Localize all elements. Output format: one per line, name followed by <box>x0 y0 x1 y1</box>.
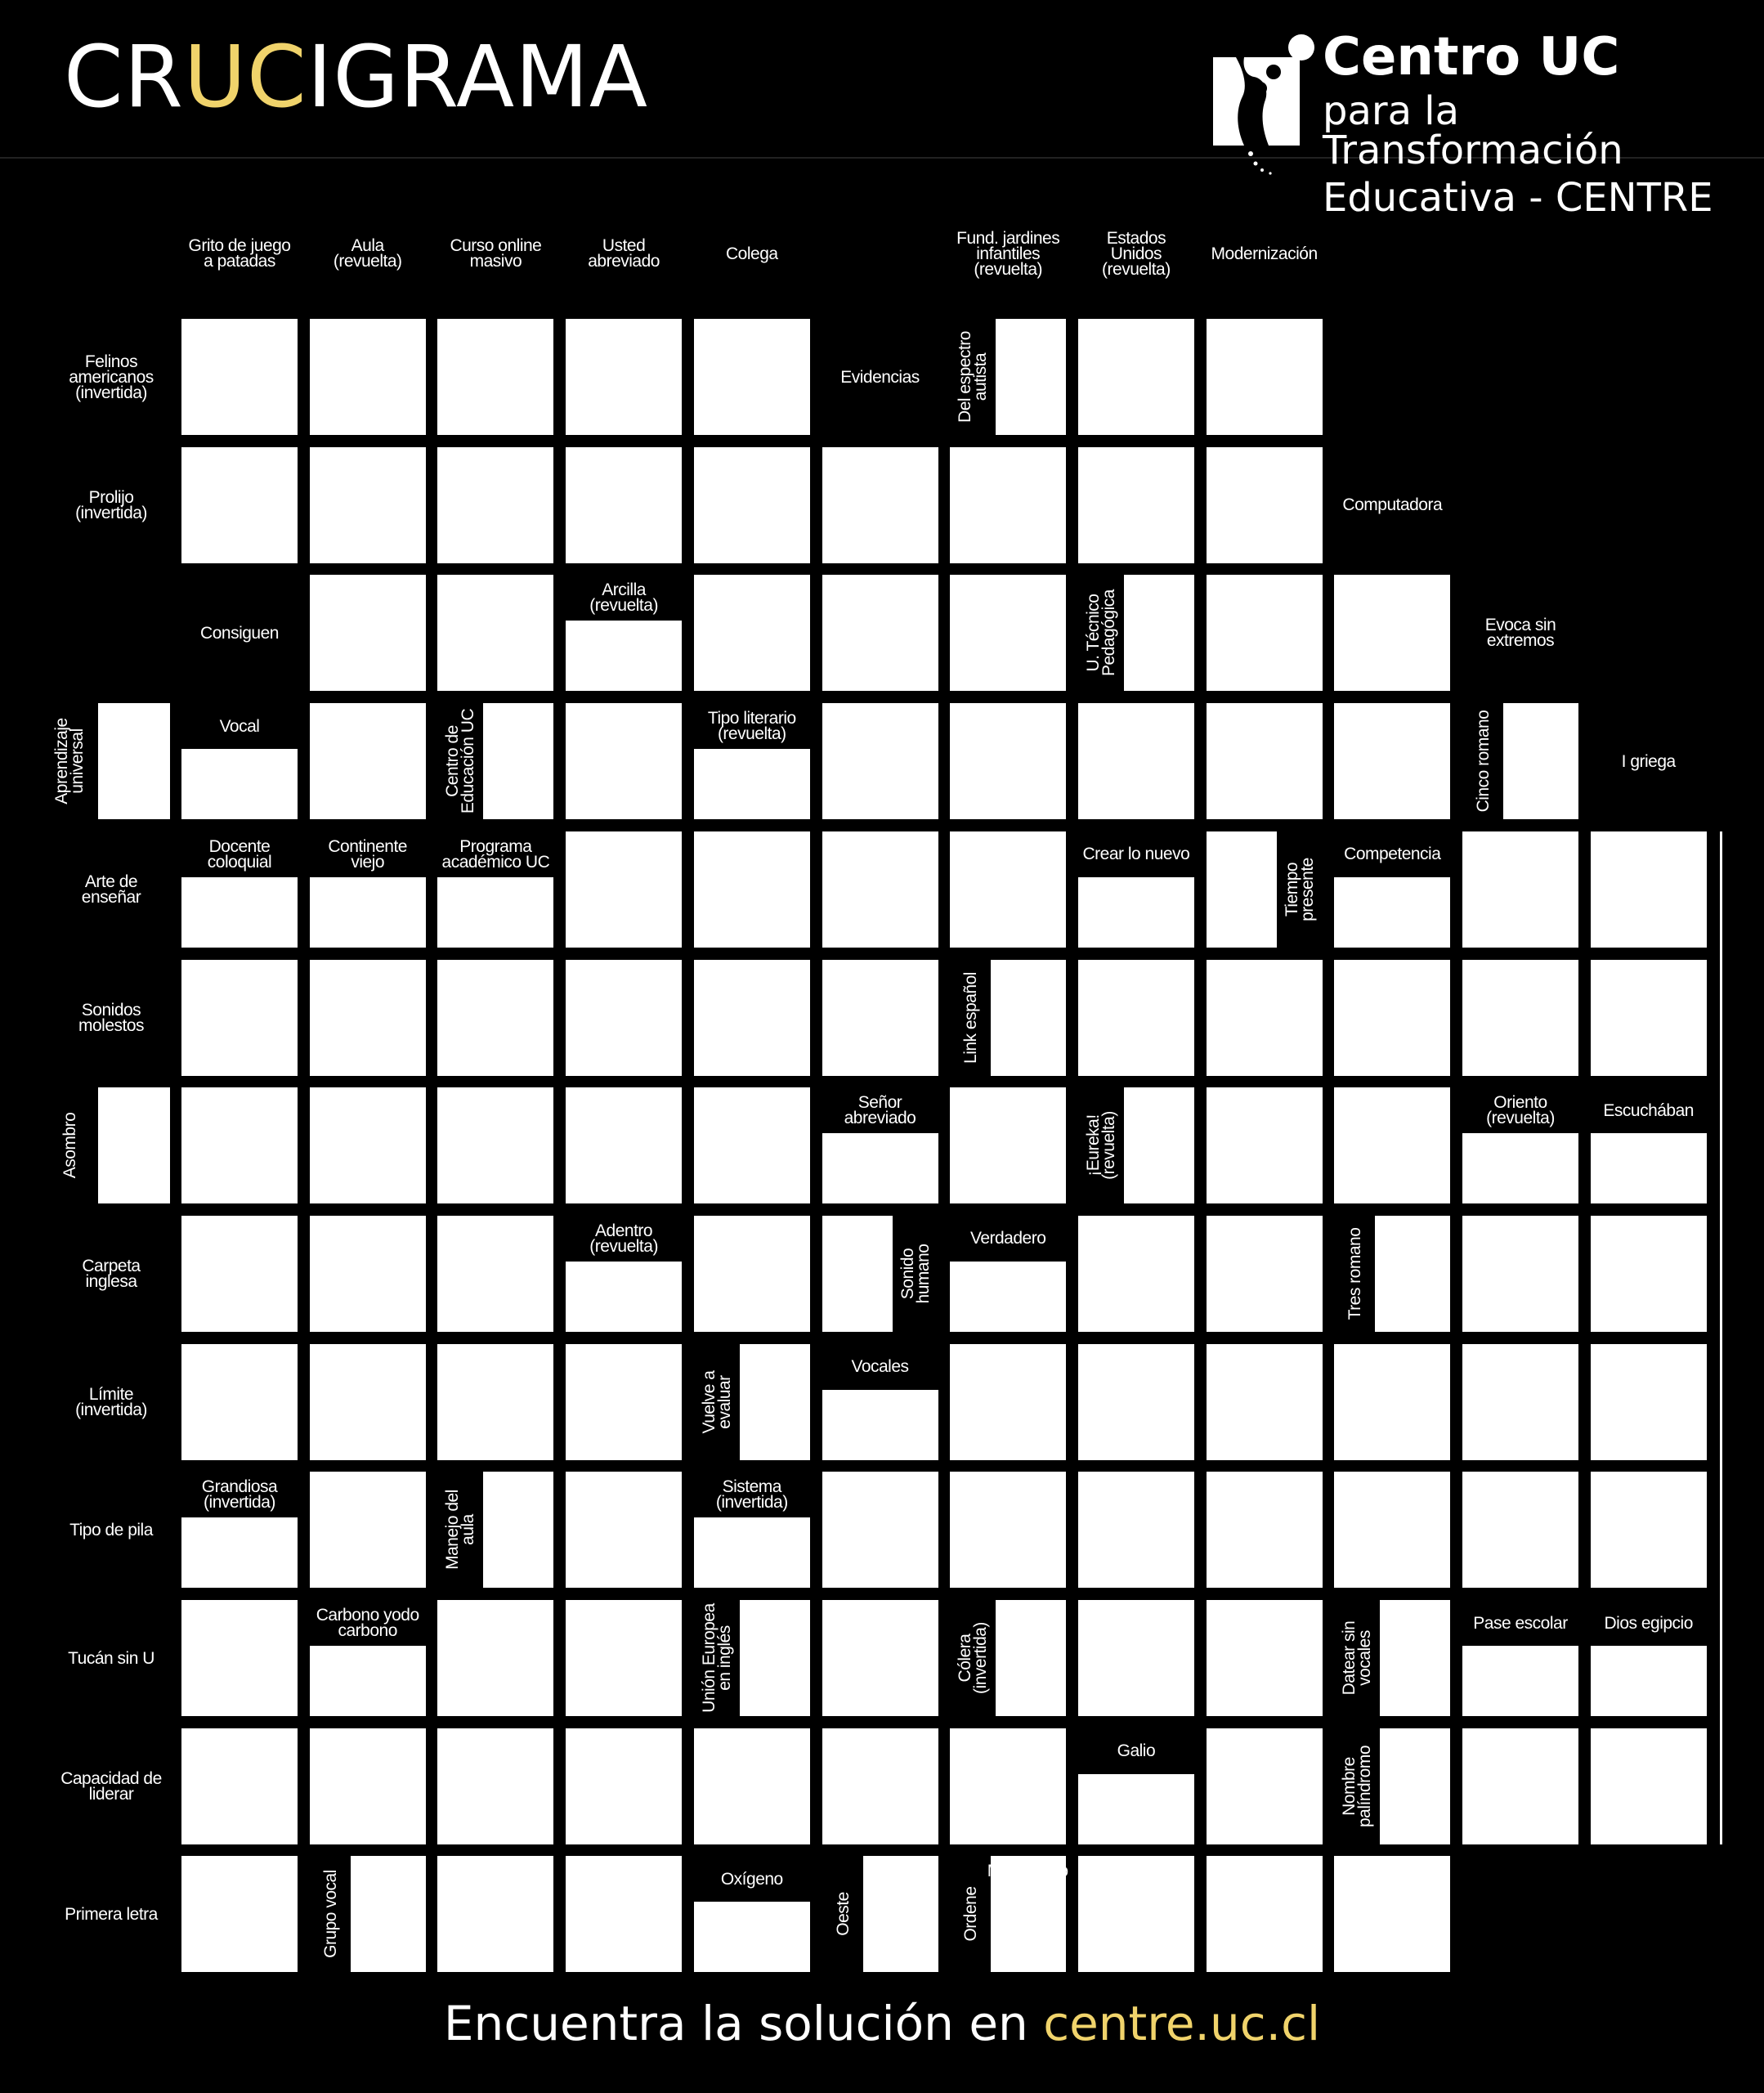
crossword-cell[interactable] <box>566 1344 682 1460</box>
crossword-cell[interactable] <box>1380 1600 1450 1716</box>
crossword-cell[interactable] <box>437 1344 553 1460</box>
crossword-cell[interactable] <box>310 1472 426 1588</box>
crossword-cell[interactable] <box>310 575 426 691</box>
clue-label: Tipo literario (revuelta) <box>707 709 796 744</box>
crossword-cell[interactable] <box>1207 960 1323 1076</box>
crossword-cell[interactable] <box>1462 831 1578 948</box>
crossword-cell[interactable] <box>822 1728 938 1844</box>
clue-label: Escuchában <box>1603 1100 1694 1120</box>
crossword-cell[interactable] <box>566 703 682 819</box>
clue-label: Arte de enseñar <box>81 872 141 907</box>
clue-label: Estados Unidos (revuelta) <box>1102 228 1171 279</box>
clue-label: Computadora <box>1342 495 1443 515</box>
crossword-cell[interactable] <box>310 1087 426 1203</box>
crossword-cell[interactable] <box>310 1728 426 1844</box>
crossword-cell[interactable] <box>694 447 810 563</box>
crossword-cell[interactable] <box>1380 1728 1450 1844</box>
clue-label: Evoca sin extremos <box>1484 616 1556 651</box>
crossword-cell[interactable] <box>950 1728 1066 1844</box>
crossword-cell[interactable] <box>1334 1856 1450 1972</box>
board-right-edge <box>1720 831 1722 1845</box>
crossword-cell[interactable] <box>950 447 1066 563</box>
clue-label: Arcilla (revuelta) <box>589 580 658 616</box>
crossword-cell[interactable] <box>1207 703 1323 819</box>
crossword-cell[interactable] <box>950 1262 1066 1332</box>
crossword-cell[interactable] <box>1078 1856 1194 1972</box>
crossword-cell[interactable] <box>822 831 938 948</box>
crossword-cell[interactable] <box>1207 319 1323 435</box>
crossword-cell[interactable] <box>863 1856 938 1972</box>
crossword-cell[interactable] <box>181 447 298 563</box>
clue-label: I griega <box>1621 751 1676 771</box>
clue-label: Tiempo presente <box>1282 857 1317 921</box>
crossword-cell[interactable] <box>1078 447 1194 563</box>
crossword-cell[interactable] <box>1207 575 1323 691</box>
clue-label: Señor abreviado <box>844 1093 916 1128</box>
crossword-cell[interactable] <box>351 1856 426 1972</box>
clue-label: Tres romano <box>1345 1227 1364 1320</box>
crossword-cell[interactable] <box>437 877 553 948</box>
crossword-cell[interactable] <box>310 1216 426 1332</box>
crossword-cell[interactable] <box>1334 575 1450 691</box>
footer-text: Encuentra la solución en <box>443 1996 1044 2051</box>
crossword-cell[interactable] <box>1207 1856 1323 1972</box>
crossword-cell[interactable] <box>310 447 426 563</box>
crossword-cell[interactable] <box>181 1087 298 1203</box>
crossword-cell[interactable] <box>740 1344 810 1460</box>
crossword-cell[interactable] <box>1334 1472 1450 1588</box>
crossword-cell[interactable] <box>1591 1646 1707 1716</box>
clue-label: Carpeta inglesa <box>82 1256 141 1291</box>
crossword-cell[interactable] <box>1207 1216 1323 1332</box>
crossword-cell[interactable] <box>310 703 426 819</box>
clue-label: Del espectro autista <box>956 331 991 423</box>
crossword-cell[interactable] <box>694 1728 810 1844</box>
crossword-cell[interactable] <box>98 703 170 819</box>
clue-label: Aula (revuelta) <box>333 236 402 271</box>
clue-label: Tipo de pila <box>69 1520 153 1539</box>
crossword-cell[interactable] <box>437 575 553 691</box>
crossword-cell[interactable] <box>310 1344 426 1460</box>
crossword-cell[interactable] <box>566 1472 682 1588</box>
page-title: CRUCIGRAMA <box>64 27 648 127</box>
crossword-cell[interactable] <box>181 1517 298 1588</box>
crossword-cell[interactable] <box>437 1600 553 1716</box>
clue-label: Dios egipcio <box>1604 1613 1693 1633</box>
crossword-cell[interactable] <box>566 1600 682 1716</box>
crossword-cell[interactable] <box>1503 703 1578 819</box>
clue-label: Primera letra <box>65 1904 158 1924</box>
crossword-cell[interactable] <box>740 1600 810 1716</box>
clue-label: Colega <box>726 244 778 263</box>
clue-label: Sonidos molestos <box>78 1000 145 1035</box>
crossword-cell[interactable] <box>1078 1216 1194 1332</box>
footer-link[interactable]: centre.uc.cl <box>1043 1996 1321 2051</box>
crossword-cell[interactable] <box>1462 1216 1578 1332</box>
crossword-cell[interactable] <box>1591 1133 1707 1203</box>
crossword-cell[interactable] <box>181 1600 298 1716</box>
crossword-cell[interactable] <box>1078 1774 1194 1844</box>
clue-label: Oxígeno <box>720 1869 783 1889</box>
crossword-cell[interactable] <box>1207 1472 1323 1588</box>
crossword-cell[interactable] <box>996 319 1066 435</box>
crossword-cell[interactable] <box>1078 1472 1194 1588</box>
crossword-cell[interactable] <box>437 1216 553 1332</box>
clue-label: Consiguen <box>200 623 279 643</box>
crossword-cell[interactable] <box>694 1517 810 1588</box>
crossword-cell[interactable] <box>1591 1216 1707 1332</box>
logo-line-1: Centro UC <box>1323 27 1620 87</box>
crossword-cell[interactable] <box>181 877 298 948</box>
crossword-cell[interactable] <box>1462 960 1578 1076</box>
clue-label: Modernización <box>1211 244 1318 263</box>
crossword-cell[interactable] <box>996 1600 1066 1716</box>
clue-label: Cólera (invertida) <box>956 1622 991 1694</box>
crossword-cell[interactable] <box>694 960 810 1076</box>
clue-label: Competencia <box>1344 845 1441 864</box>
clue-label: Cinco romano <box>1473 710 1493 813</box>
crossword-cell[interactable] <box>181 749 298 819</box>
clue-label: Galio <box>1117 1741 1156 1761</box>
crossword-cell[interactable] <box>694 319 810 435</box>
crossword-cell[interactable] <box>1207 1087 1323 1203</box>
clue-label: Crear lo nuevo <box>1082 845 1190 864</box>
crossword-cell[interactable] <box>1334 1344 1450 1460</box>
crossword-cell[interactable] <box>310 1646 426 1716</box>
crossword-cell[interactable] <box>1462 1728 1578 1844</box>
clue-label: Grandiosa (invertida) <box>201 1477 278 1513</box>
crossword-cell[interactable] <box>822 447 938 563</box>
crossword-cell[interactable] <box>950 1472 1066 1588</box>
clue-label: Vuelve a evaluar <box>699 1370 734 1434</box>
crossword-cell[interactable] <box>822 1390 938 1460</box>
crossword-cell[interactable] <box>566 319 682 435</box>
crossword-cell[interactable] <box>566 1856 682 1972</box>
crossword-cell[interactable] <box>1124 575 1194 691</box>
crossword-cell[interactable] <box>822 575 938 691</box>
clue-label: Sonido humano <box>898 1244 933 1304</box>
crossword-cell[interactable] <box>1078 877 1194 948</box>
crossword-cell[interactable] <box>566 960 682 1076</box>
clue-label: Unión Europea en inglés <box>699 1603 734 1713</box>
clue-label: Tucán sin U <box>68 1648 154 1668</box>
clue-label: U. Técnico Pedagógica <box>1083 589 1118 677</box>
crossword-cell[interactable] <box>822 1216 893 1332</box>
crossword-cell[interactable] <box>181 319 298 435</box>
crossword-cell[interactable] <box>822 1472 938 1588</box>
clue-label: Pase escolar <box>1473 1613 1568 1633</box>
crossword-cell[interactable] <box>566 831 682 948</box>
crossword-cell[interactable] <box>437 1728 553 1844</box>
crossword-cell[interactable] <box>566 1728 682 1844</box>
crossword-cell[interactable] <box>991 960 1066 1076</box>
crossword-cell[interactable] <box>181 1728 298 1844</box>
clue-label: Aprendizaje universal <box>52 718 87 804</box>
crossword-cell[interactable] <box>1334 703 1450 819</box>
crossword-cell[interactable] <box>822 1133 938 1203</box>
logo-line-2: para la Transformación <box>1323 88 1623 173</box>
crossword-cell[interactable] <box>181 960 298 1076</box>
crossword-cell[interactable] <box>1078 1600 1194 1716</box>
clue-label: Mil romano <box>987 1861 1068 1880</box>
crossword-cell[interactable] <box>437 319 553 435</box>
clue-label: Oeste <box>833 1892 852 1937</box>
clue-label: Manejo del aula <box>443 1490 478 1571</box>
crossword-cell[interactable] <box>1078 960 1194 1076</box>
crossword-cell[interactable] <box>1207 1600 1323 1716</box>
crossword-cell[interactable] <box>1591 960 1707 1076</box>
crossword-cell[interactable] <box>1462 1646 1578 1716</box>
crossword-cell[interactable] <box>1124 1087 1194 1203</box>
crossword-cell[interactable] <box>1334 960 1450 1076</box>
clue-label: Sistema (invertida) <box>715 1477 788 1513</box>
crossword-cell[interactable] <box>950 1087 1066 1203</box>
crossword-cell[interactable] <box>1591 1344 1707 1460</box>
crossword-cell[interactable] <box>483 703 553 819</box>
crossword-cell[interactable] <box>566 1262 682 1332</box>
logo-line-3: Educativa - CENTRE <box>1323 175 1713 221</box>
crossword-cell[interactable] <box>950 703 1066 819</box>
clue-label: Fund. jardines infantiles (revuelta) <box>956 228 1060 279</box>
crossword-cell[interactable] <box>483 1472 553 1588</box>
crossword-cell[interactable] <box>437 960 553 1076</box>
clue-label: Carbono yodo carbono <box>316 1606 419 1640</box>
crossword-cell[interactable] <box>1591 1728 1707 1844</box>
clue-label: Adentro (revuelta) <box>589 1221 658 1256</box>
crossword-cell[interactable] <box>1462 1472 1578 1588</box>
clue-label: Grito de juego a patadas <box>188 236 291 271</box>
crossword-cell[interactable] <box>1375 1216 1450 1332</box>
clue-label: Límite (invertida) <box>75 1384 147 1419</box>
crossword-cell[interactable] <box>181 1344 298 1460</box>
crossword-cell[interactable] <box>310 960 426 1076</box>
crossword-cell[interactable] <box>694 1087 810 1203</box>
footer-cta <box>0 1996 1764 2051</box>
crossword-cell[interactable] <box>181 1216 298 1332</box>
clue-label: Ordene <box>960 1886 980 1942</box>
crossword-cell[interactable] <box>1207 1728 1323 1844</box>
crossword-cell[interactable] <box>694 575 810 691</box>
crossword-cell[interactable] <box>1207 1344 1323 1460</box>
crossword-cell[interactable] <box>437 1856 553 1972</box>
clue-label: Oriento (revuelta) <box>1486 1093 1555 1128</box>
clue-label: Usted abreviado <box>588 236 660 271</box>
clue-label: Verdadero <box>969 1229 1046 1248</box>
crossword-cell[interactable] <box>694 749 810 819</box>
crossword-cell[interactable] <box>98 1087 170 1203</box>
clue-label: Curso online masivo <box>450 236 542 271</box>
crossword-cell[interactable] <box>566 621 682 691</box>
clue-label: Prolijo (invertida) <box>75 487 147 522</box>
crossword-cell[interactable] <box>694 1216 810 1332</box>
clue-label: ¡Eureka! (revuelta) <box>1083 1111 1118 1181</box>
clue-label: Evidencias <box>840 367 920 387</box>
clue-label: Datear sin vocales <box>1340 1620 1375 1696</box>
clue-label: Capacidad de liderar <box>60 1768 162 1804</box>
clue-label: Asombro <box>60 1112 79 1179</box>
crossword-cell[interactable] <box>1334 1087 1450 1203</box>
crossword-cell[interactable] <box>694 1902 810 1972</box>
crossword-cell[interactable] <box>822 703 938 819</box>
clue-label: Continente viejo <box>328 836 407 872</box>
crossword-cell[interactable] <box>822 960 938 1076</box>
crossword-cell[interactable] <box>437 447 553 563</box>
crossword-cell[interactable] <box>1078 1344 1194 1460</box>
clue-label: Centro de Educación UC <box>443 708 478 814</box>
clue-label: Link español <box>960 971 980 1064</box>
clue-label: Felinos americanos (invertida) <box>69 352 154 402</box>
crossword-cell[interactable] <box>1207 831 1277 948</box>
crossword-cell[interactable] <box>310 319 426 435</box>
crossword-cell[interactable] <box>950 831 1066 948</box>
crossword-cell[interactable] <box>950 575 1066 691</box>
crossword-cell[interactable] <box>181 1856 298 1972</box>
clue-label: Docente coloquial <box>207 836 272 872</box>
crossword-cell[interactable] <box>1334 877 1450 948</box>
crossword-cell[interactable] <box>1207 447 1323 563</box>
crossword-cell[interactable] <box>1078 319 1194 435</box>
crossword-cell[interactable] <box>1462 1133 1578 1203</box>
crossword-cell[interactable] <box>1462 1344 1578 1460</box>
crossword-cell[interactable] <box>1591 831 1707 948</box>
clue-label: Vocales <box>851 1357 909 1377</box>
crossword-cell[interactable] <box>310 877 426 948</box>
clue-label: Programa académico UC <box>441 836 550 872</box>
crossword-cell[interactable] <box>694 831 810 948</box>
clue-label: Nombre palíndromo <box>1340 1745 1375 1827</box>
crossword-cell[interactable] <box>1591 1472 1707 1588</box>
crossword-cell[interactable] <box>566 447 682 563</box>
crossword-cell[interactable] <box>1078 703 1194 819</box>
crossword-cell[interactable] <box>566 1087 682 1203</box>
clue-label: Grupo vocal <box>320 1870 340 1959</box>
crossword-cell[interactable] <box>437 1087 553 1203</box>
crossword-cell[interactable] <box>950 1344 1066 1460</box>
crossword-cell[interactable] <box>822 1600 938 1716</box>
clue-label: Vocal <box>219 716 260 736</box>
